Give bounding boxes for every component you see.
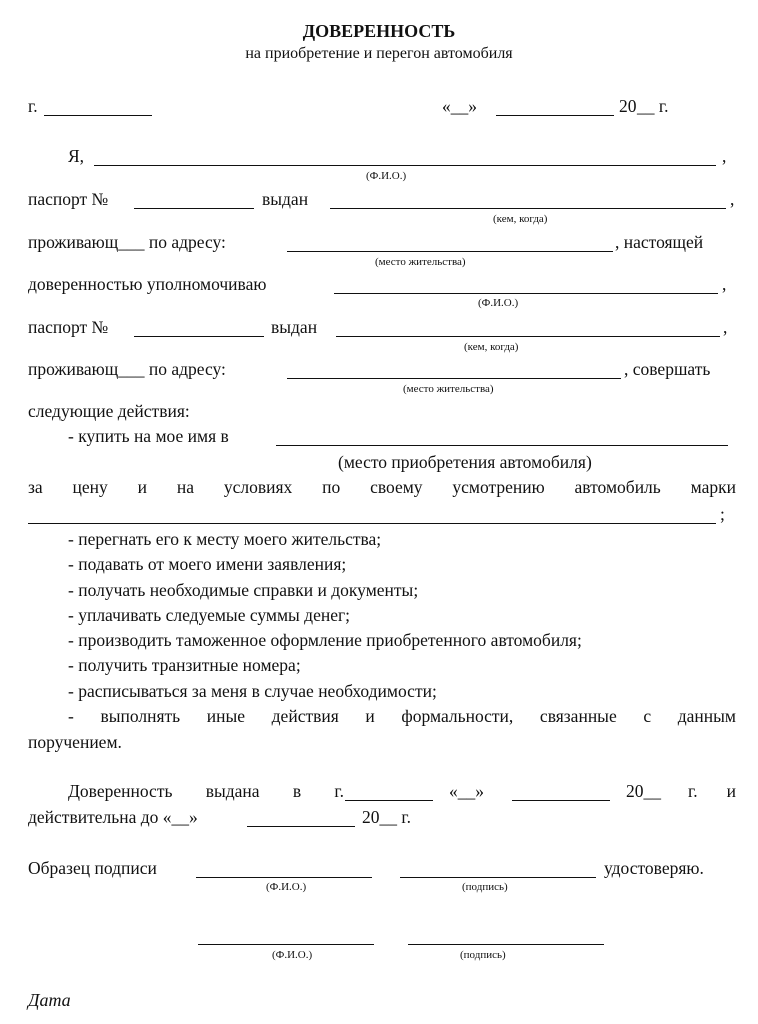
date-month-field[interactable] — [496, 115, 614, 116]
principal-nastoyashchey: , настоящей — [615, 232, 704, 252]
certifier-fio-field[interactable] — [198, 944, 374, 945]
price-word: марки — [690, 477, 736, 497]
agent-passport-field[interactable] — [134, 336, 264, 337]
certifier-sign-field[interactable] — [408, 944, 604, 945]
action-item: - перегнать его к месту моего жительства; — [68, 529, 382, 549]
principal-issued-label: выдан — [262, 189, 309, 209]
issued-city-field[interactable] — [345, 800, 433, 801]
certify-label: удостоверяю. — [604, 858, 704, 878]
buy-place-field[interactable] — [276, 445, 728, 446]
buy-label: - купить на мое имя в — [68, 426, 229, 446]
issued-day: «__» — [449, 781, 484, 801]
price-word: цену — [72, 477, 108, 497]
agent-issued-label: выдан — [271, 317, 318, 337]
price-word: на — [176, 477, 194, 497]
price-word: усмотрению — [452, 477, 545, 497]
principal-residence-caption: (место жительства) — [375, 256, 466, 268]
last-item-word: и — [365, 706, 375, 726]
agent-fio-comma: , — [722, 274, 727, 294]
last-item-word: - — [68, 706, 74, 726]
issued-word: выдана — [205, 781, 260, 801]
car-brand-semicolon: ; — [720, 504, 725, 524]
date-year-prefix: 20 — [619, 96, 637, 116]
certifier-fio-caption: (Ф.И.О.) — [272, 949, 313, 961]
principal-issued-caption: (кем, когда) — [493, 213, 548, 225]
price-line — [28, 477, 736, 497]
actions-intro: следующие действия: — [28, 401, 190, 421]
action-item: - получить транзитные номера; — [68, 655, 301, 675]
valid-until-month-field[interactable] — [247, 826, 355, 827]
agent-fio-caption: (Ф.И.О.) — [478, 297, 519, 309]
principal-fio-comma: , — [722, 146, 727, 166]
last-item-word: связанные — [539, 706, 617, 726]
agent-issued-field[interactable] — [336, 336, 720, 337]
valid-until-label: действительна до «__» — [28, 807, 198, 827]
agent-passport-label: паспорт № — [28, 317, 109, 337]
agent-residence-caption: (место жительства) — [403, 383, 494, 395]
document-subtitle: на приобретение и перегон автомобиля — [245, 45, 513, 62]
principal-fio-caption: (Ф.И.О.) — [366, 170, 407, 182]
agent-authorize-label: доверенностью уполномочиваю — [28, 274, 267, 294]
principal-passport-label: паспорт № — [28, 189, 109, 209]
action-item: - подавать от моего имени заявления; — [68, 554, 347, 574]
action-item: - уплачивать следуемые суммы денег; — [68, 605, 351, 625]
signature-fio-caption: (Ф.И.О.) — [266, 881, 307, 893]
last-item-word: данным — [677, 706, 736, 726]
car-brand-field[interactable] — [28, 523, 716, 524]
certifier-sign-caption: (подпись) — [460, 949, 506, 961]
last-item-word: формальности, — [401, 706, 514, 726]
agent-issued-comma: , — [723, 317, 728, 337]
signature-sign-field[interactable] — [400, 877, 596, 878]
agent-address-field[interactable] — [287, 378, 621, 379]
price-word: своему — [370, 477, 423, 497]
action-item-last — [68, 706, 736, 726]
price-word: и — [137, 477, 147, 497]
principal-fio-field[interactable] — [94, 165, 716, 166]
date-year-suffix: __ г. — [637, 96, 669, 116]
last-item-word: иные — [206, 706, 246, 726]
action-item: - получать необходимые справки и документы; — [68, 580, 419, 600]
issued-year: 20__ — [626, 781, 661, 801]
issued-month-field[interactable] — [512, 800, 610, 801]
agent-fio-field[interactable] — [334, 293, 718, 294]
signature-sign-caption: (подпись) — [462, 881, 508, 893]
issued-word: в — [292, 781, 302, 801]
last-item-word: действия — [271, 706, 339, 726]
buy-place-caption: (место приобретения автомобиля) — [338, 452, 592, 472]
date-day: «__» — [442, 96, 477, 116]
valid-until-year: 20__ г. — [362, 807, 411, 827]
action-item-last-line2: поручением. — [28, 732, 122, 752]
price-word: автомобиль — [574, 477, 661, 497]
date-label: Дата — [28, 990, 71, 1010]
principal-residing-label: проживающ___ по адресу: — [28, 232, 226, 252]
principal-address-field[interactable] — [287, 251, 613, 252]
principal-ya: Я, — [68, 146, 85, 166]
agent-residing-label: проживающ___ по адресу: — [28, 359, 226, 379]
signature-fio-field[interactable] — [196, 877, 372, 878]
issued-word: г. — [334, 781, 344, 801]
issued-in-label — [68, 781, 344, 801]
last-item-word: с — [643, 706, 652, 726]
action-item: - расписываться за меня в случае необходимости; — [68, 681, 437, 701]
price-word: условиях — [223, 477, 293, 497]
principal-issued-field[interactable] — [330, 208, 726, 209]
principal-issued-comma: , — [730, 189, 735, 209]
agent-issued-caption: (кем, когда) — [464, 341, 519, 353]
action-item: - производить таможенное оформление приобретенного автомобиля; — [68, 630, 582, 650]
principal-passport-field[interactable] — [134, 208, 254, 209]
price-word: по — [322, 477, 341, 497]
price-word: за — [28, 477, 43, 497]
agent-sovershat: , совершать — [624, 359, 711, 379]
signature-sample-label: Образец подписи — [28, 858, 157, 878]
document-title: ДОВЕРЕННОСТЬ — [302, 21, 456, 41]
last-item-word: выполнять — [100, 706, 181, 726]
issued-g-and: г. и — [688, 781, 736, 801]
city-field[interactable] — [44, 115, 152, 116]
city-prefix: г. — [28, 96, 38, 116]
issued-word: Доверенность — [68, 781, 173, 801]
